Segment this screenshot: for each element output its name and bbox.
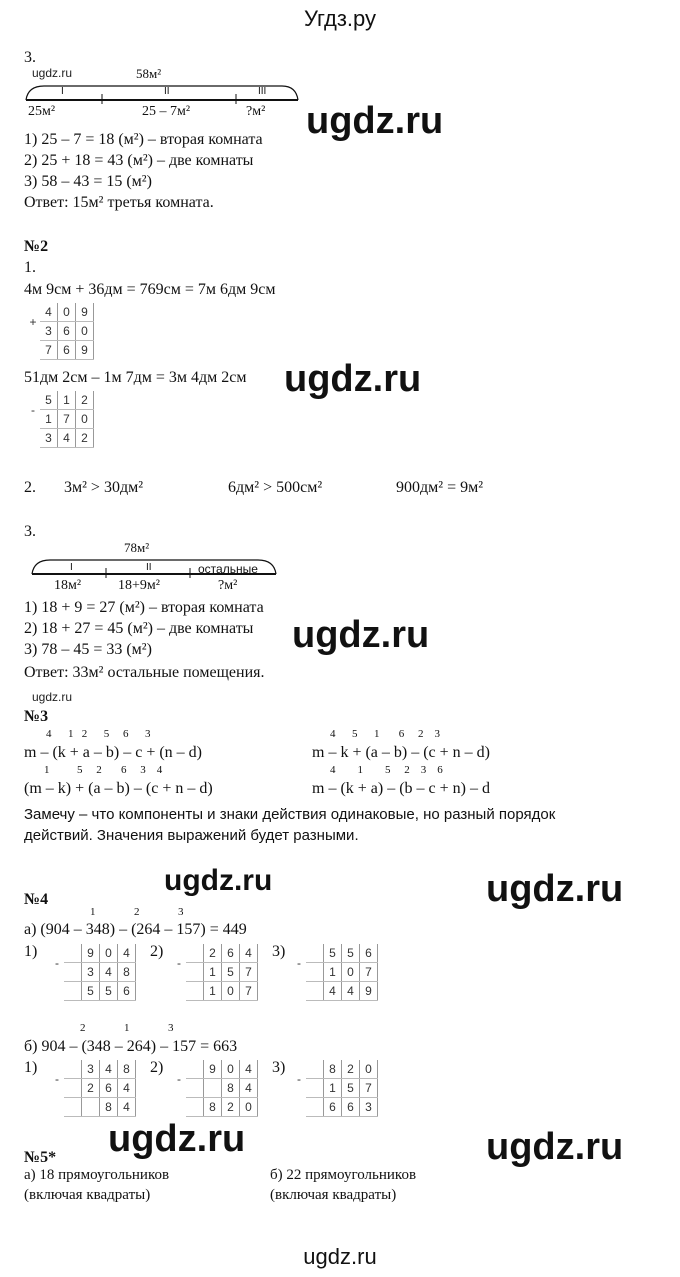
digit: 1	[58, 391, 76, 410]
digit: 0	[222, 1060, 240, 1079]
digit: 1	[324, 1079, 342, 1098]
digit: 9	[76, 303, 94, 322]
step-label: 2)	[150, 943, 164, 960]
task-number: 3.	[24, 523, 36, 540]
column-subtraction	[292, 1060, 378, 1117]
diagram-total: 78м²	[124, 540, 150, 555]
digit: 2	[204, 944, 222, 963]
section-title: №5*	[24, 1149, 57, 1166]
action-order: 4 1 5 2 3 6	[330, 764, 443, 776]
column-subtraction	[50, 1060, 136, 1117]
expression: б) 904 – (348 – 264) – 157 = 663	[24, 1038, 238, 1055]
digit	[82, 1098, 100, 1117]
digit: 5	[342, 1079, 360, 1098]
digit: 9	[82, 944, 100, 963]
watermark: ugdz.ru	[292, 614, 430, 656]
digit: 0	[360, 1060, 378, 1079]
digit: 3	[40, 429, 58, 448]
part-label: III	[258, 86, 267, 97]
column-subtraction	[172, 944, 258, 1001]
digit: 8	[118, 1060, 136, 1079]
digit: 0	[342, 963, 360, 982]
digit: 1	[324, 963, 342, 982]
solution-line: 3) 58 – 43 = 15 (м²)	[24, 173, 152, 190]
section-title: №2	[24, 238, 49, 255]
digit: 5	[222, 963, 240, 982]
digit: 9	[360, 982, 378, 1001]
area-diagram	[30, 540, 280, 596]
part-value: 25 – 7м²	[142, 104, 191, 119]
digit: 4	[100, 1060, 118, 1079]
digit: 4	[100, 963, 118, 982]
digit: 4	[40, 303, 58, 322]
minus-sign: -	[297, 955, 301, 970]
digit: 3	[82, 963, 100, 982]
part-value: ?м²	[246, 104, 266, 119]
step-label: 3)	[272, 1059, 286, 1076]
solution-line: 1) 18 + 9 = 27 (м²) – вторая комната	[24, 599, 264, 616]
column-subtraction	[26, 391, 94, 448]
digit: 0	[58, 303, 76, 322]
expression: а) (904 – 348) – (264 – 157) = 449	[24, 921, 247, 938]
solution-line: 3) 78 – 45 = 33 (м²)	[24, 641, 152, 658]
digit: 2	[222, 1098, 240, 1117]
step-label: 1)	[24, 943, 38, 960]
digit: 4	[240, 944, 258, 963]
digit: 2	[76, 391, 94, 410]
digit	[204, 1079, 222, 1098]
digit: 4	[118, 944, 136, 963]
digit: 0	[100, 944, 118, 963]
solution-line: 1) 25 – 7 = 18 (м²) – вторая комната	[24, 131, 263, 148]
minus-sign: -	[55, 955, 59, 970]
digit: 2	[76, 429, 94, 448]
digit: 0	[76, 322, 94, 341]
step-label: 3)	[272, 943, 286, 960]
digit: 0	[240, 1098, 258, 1117]
digit: 9	[204, 1060, 222, 1079]
digit: 6	[100, 1079, 118, 1098]
digit: 0	[222, 982, 240, 1001]
plus-sign: +	[29, 314, 37, 329]
part-label: I	[70, 562, 73, 573]
minus-sign: -	[297, 1071, 301, 1086]
action-order: 4 5 1 6 2 3	[330, 728, 440, 740]
part-label: I	[61, 86, 64, 97]
watermark-small: ugdz.ru	[32, 690, 73, 704]
watermark: ugdz.ru	[284, 358, 422, 400]
digit: 5	[82, 982, 100, 1001]
digit: 0	[76, 410, 94, 429]
digit: 8	[118, 963, 136, 982]
solution-line: 2) 18 + 27 = 45 (м²) – две комнаты	[24, 620, 254, 637]
minus-sign: -	[31, 402, 35, 417]
digit: 6	[324, 1098, 342, 1117]
watermark: ugdz.ru	[108, 1118, 246, 1160]
digit: 2	[342, 1060, 360, 1079]
expression: m – (k + a) – (b – c + n) – d	[312, 780, 491, 797]
digit: 8	[204, 1098, 222, 1117]
digit: 4	[118, 1079, 136, 1098]
digit: 6	[360, 944, 378, 963]
watermark: ugdz.ru	[486, 1126, 624, 1168]
step-label: 2)	[150, 1059, 164, 1076]
part-label: остальные	[198, 562, 258, 576]
answer-text: (включая квадраты)	[270, 1187, 397, 1203]
column-subtraction	[172, 1060, 258, 1117]
digit: 7	[40, 341, 58, 360]
minus-sign: -	[177, 1071, 181, 1086]
action-order: 1 2 3	[90, 906, 184, 918]
digit: 1	[204, 963, 222, 982]
digit: 7	[360, 963, 378, 982]
watermark: ugdz.ru	[164, 864, 273, 897]
digit: 1	[204, 982, 222, 1001]
task-number: 1.	[24, 259, 36, 276]
digit: 4	[324, 982, 342, 1001]
digit: 4	[342, 982, 360, 1001]
site-title: Угдз.ру	[303, 6, 377, 31]
watermark-small: ugdz.ru	[32, 66, 73, 80]
step-label: 1)	[24, 1059, 38, 1076]
solution-line: 2) 25 + 18 = 43 (м²) – две комнаты	[24, 152, 254, 169]
column-addition	[26, 303, 94, 360]
part-label: II	[146, 562, 152, 573]
expression: m – (k + a – b) – c + (n – d)	[24, 744, 203, 761]
digit: 5	[342, 944, 360, 963]
digit: 2	[82, 1079, 100, 1098]
diagram-total: 58м²	[136, 66, 162, 81]
digit: 3	[40, 322, 58, 341]
expression: m – k + (a – b) – (c + n – d)	[312, 744, 491, 761]
watermark: ugdz.ru	[486, 868, 624, 910]
column-subtraction	[292, 944, 378, 1001]
answer-text: а) 18 прямоугольников	[24, 1167, 170, 1183]
part-value: 18+9м²	[118, 578, 160, 593]
digit: 4	[240, 1060, 258, 1079]
task-number: 3.	[24, 49, 36, 66]
expression: (m – k) + (a – b) – (c + n – d)	[24, 780, 213, 797]
section-title: №3	[24, 708, 49, 725]
digit: 3	[82, 1060, 100, 1079]
digit: 7	[240, 963, 258, 982]
column-subtraction	[50, 944, 136, 1001]
comparison: 3м² > 30дм²	[64, 479, 144, 496]
part-value: ?м²	[218, 578, 238, 593]
digit: 5	[100, 982, 118, 1001]
watermark: ugdz.ru	[306, 100, 444, 142]
note: действий. Значения выражений будет разными.	[24, 827, 359, 844]
digit: 6	[118, 982, 136, 1001]
digit: 8	[222, 1079, 240, 1098]
action-order: 1 5 2 6 3 4	[44, 764, 163, 776]
answer-line: Ответ: 33м² остальные помещения.	[24, 664, 265, 681]
minus-sign: -	[55, 1071, 59, 1086]
part-label: II	[164, 86, 170, 97]
footer-watermark: ugdz.ru	[303, 1244, 377, 1269]
digit: 3	[360, 1098, 378, 1117]
digit: 6	[58, 322, 76, 341]
digit: 6	[342, 1098, 360, 1117]
digit: 6	[222, 944, 240, 963]
digit: 4	[240, 1079, 258, 1098]
digit: 7	[240, 982, 258, 1001]
digit: 9	[76, 341, 94, 360]
action-order: 4 1 2 5 6 3	[46, 728, 151, 740]
answer-text: (включая квадраты)	[24, 1187, 151, 1203]
task-number: 2.	[24, 479, 36, 496]
comparison: 6дм² > 500см²	[228, 479, 323, 496]
digit: 6	[58, 341, 76, 360]
area-diagram	[24, 66, 304, 121]
digit: 4	[58, 429, 76, 448]
digit: 7	[58, 410, 76, 429]
answer-text: б) 22 прямоугольников	[270, 1167, 417, 1183]
digit: 7	[360, 1079, 378, 1098]
action-order: 2 1 3	[80, 1022, 174, 1034]
minus-sign: -	[177, 955, 181, 970]
equation: 4м 9см + 36дм = 769см = 7м 6дм 9см	[24, 281, 276, 298]
digit: 5	[324, 944, 342, 963]
section-title: №4	[24, 891, 49, 908]
digit: 5	[40, 391, 58, 410]
part-value: 25м²	[28, 104, 56, 119]
answer-line: Ответ: 15м² третья комната.	[24, 194, 214, 211]
part-value: 18м²	[54, 578, 82, 593]
equation: 51дм 2см – 1м 7дм = 3м 4дм 2см	[24, 369, 247, 386]
digit: 8	[324, 1060, 342, 1079]
comparison: 900дм² = 9м²	[396, 479, 484, 496]
digit: 4	[118, 1098, 136, 1117]
note: Замечу – что компоненты и знаки действия одинаковые, но разный порядок	[24, 806, 556, 823]
digit: 1	[40, 410, 58, 429]
digit: 8	[100, 1098, 118, 1117]
